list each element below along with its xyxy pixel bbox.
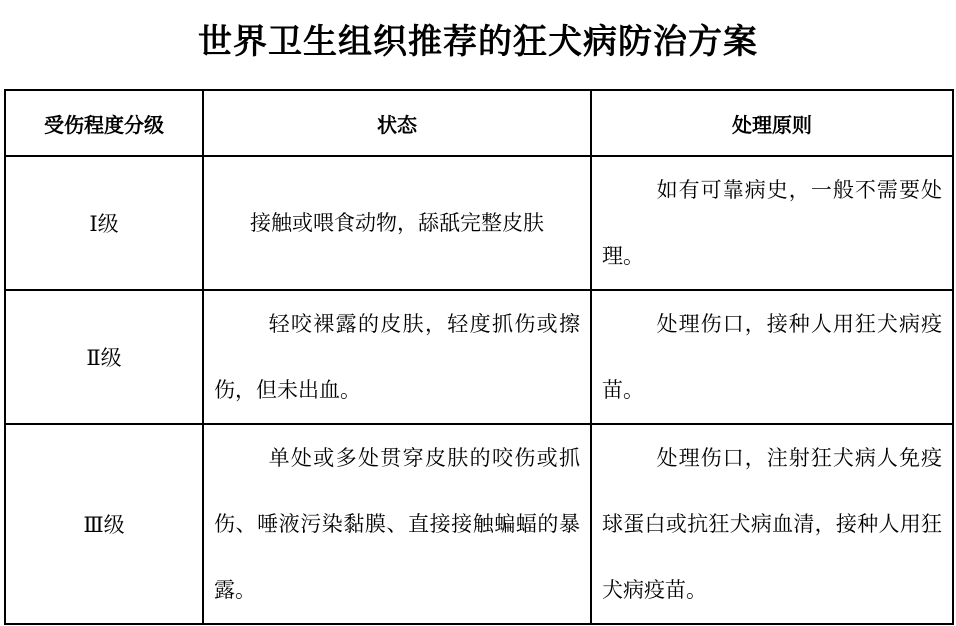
header-state: 状态 — [203, 90, 591, 156]
header-level: 受伤程度分级 — [5, 90, 203, 156]
table-header-row — [5, 90, 953, 156]
header-principle: 处理原则 — [591, 90, 953, 156]
table-row — [5, 156, 953, 290]
principle-cell: 如有可靠病史，一般不需要处理。 — [591, 156, 953, 290]
level-cell: Ⅱ级 — [5, 290, 203, 424]
rabies-protocol-table — [4, 89, 954, 625]
level-cell: Ⅲ级 — [5, 424, 203, 624]
table-row — [5, 290, 953, 424]
level-cell: Ⅰ级 — [5, 156, 203, 290]
state-cell: 轻咬裸露的皮肤，轻度抓伤或擦伤，但未出血。 — [203, 290, 591, 424]
state-cell: 接触或喂食动物，舔舐完整皮肤 — [203, 156, 591, 290]
principle-cell: 处理伤口，注射狂犬病人免疫球蛋白或抗狂犬病血清，接种人用狂犬病疫苗。 — [591, 424, 953, 624]
state-cell: 单处或多处贯穿皮肤的咬伤或抓伤、唾液污染黏膜、直接接触蝙蝠的暴露。 — [203, 424, 591, 624]
principle-cell: 处理伤口，接种人用狂犬病疫苗。 — [591, 290, 953, 424]
document-title: 世界卫生组织推荐的狂犬病防治方案 — [198, 22, 758, 62]
table-row — [5, 424, 953, 624]
